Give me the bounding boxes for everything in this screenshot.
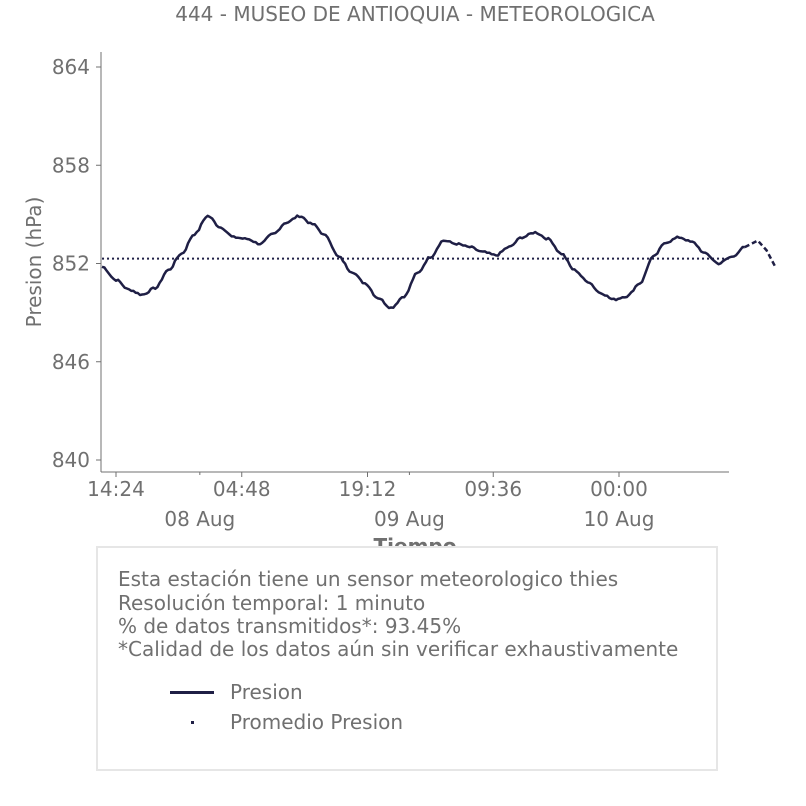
- series-presion-line: [102, 216, 745, 308]
- x-tick-label: 19:12: [338, 477, 397, 501]
- series-presion-tail: [745, 241, 776, 267]
- info-line-transmitted: % de datos transmitidos*: 93.45%: [118, 614, 462, 638]
- legend-dot-swatch: [191, 721, 194, 724]
- x-date-label: 10 Aug: [583, 507, 655, 531]
- chart-title: 444 - MUSEO DE ANTIOQUIA - METEOROLOGICA: [175, 2, 655, 26]
- x-tick-label: 14:24: [87, 477, 145, 501]
- x-tick-label: 04:48: [212, 477, 271, 501]
- info-line-resolution: Resolución temporal: 1 minuto: [118, 591, 426, 615]
- y-tick-label: 864: [51, 55, 90, 79]
- x-date-label: 08 Aug: [164, 507, 236, 531]
- y-tick-label: 846: [51, 349, 90, 374]
- y-axis-label: Presion (hPa): [22, 196, 46, 328]
- info-line-sensor: Esta estación tiene un sensor meteorologico thies: [118, 567, 619, 591]
- x-date-label: 09 Aug: [373, 507, 445, 531]
- x-tick-label: 00:00: [590, 477, 648, 501]
- legend-label-presion: Presion: [230, 680, 303, 704]
- legend-solid-line-swatch: [170, 691, 214, 694]
- x-tick-label: 09:36: [464, 477, 523, 501]
- legend-label-promedio: Promedio Presion: [230, 710, 404, 734]
- y-tick-label: 858: [51, 153, 90, 178]
- y-tick-label: 852: [51, 251, 90, 276]
- info-line-quality: *Calidad de los datos aún sin verificar exhaustivamente: [118, 637, 679, 661]
- info-legend-box: [96, 546, 718, 771]
- y-tick-label: 840: [51, 448, 90, 472]
